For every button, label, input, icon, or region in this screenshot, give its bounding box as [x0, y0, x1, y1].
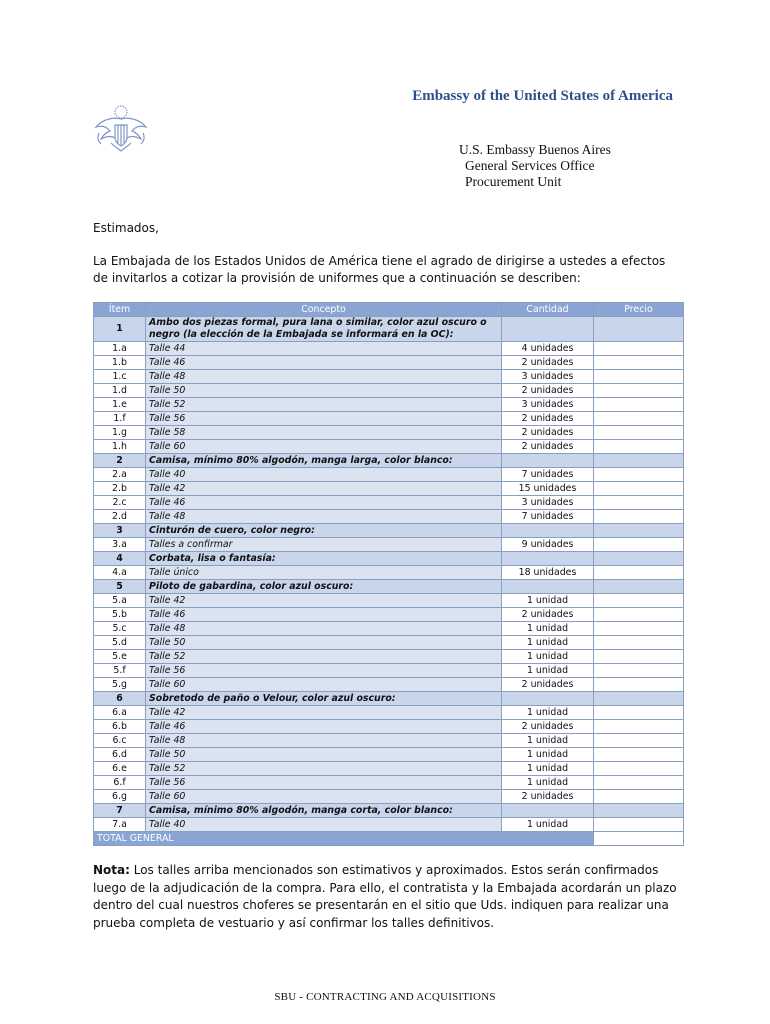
table-row — [94, 594, 684, 608]
quantity-cell: 1 unidad — [502, 748, 594, 762]
price-cell — [594, 678, 684, 692]
table-row — [94, 636, 684, 650]
quantity-cell — [502, 692, 594, 706]
concept-cell: Cinturón de cuero, color negro: — [146, 524, 502, 538]
table-total-row — [94, 832, 684, 846]
table-row — [94, 468, 684, 482]
uniforms-table — [93, 302, 684, 846]
concept-cell: Talle 44 — [146, 342, 502, 356]
price-cell — [594, 566, 684, 580]
item-cell: 6.f — [94, 776, 146, 790]
table-header-row — [94, 303, 684, 317]
table-row — [94, 482, 684, 496]
quantity-cell: 2 unidades — [502, 384, 594, 398]
quantity-cell: 1 unidad — [502, 636, 594, 650]
item-cell: 1.d — [94, 384, 146, 398]
quantity-cell: 2 unidades — [502, 440, 594, 454]
note-label: Nota: — [93, 863, 130, 877]
price-cell — [594, 692, 684, 706]
item-cell: 1.c — [94, 370, 146, 384]
concept-cell: Talles a confirmar — [146, 538, 502, 552]
quantity-cell: 1 unidad — [502, 622, 594, 636]
concept-cell: Talle 46 — [146, 356, 502, 370]
table-row — [94, 356, 684, 370]
quantity-cell: 2 unidades — [502, 426, 594, 440]
item-cell: 4 — [94, 552, 146, 566]
quantity-cell: 1 unidad — [502, 762, 594, 776]
item-cell: 5.f — [94, 664, 146, 678]
quantity-cell — [502, 317, 594, 342]
quantity-cell: 15 unidades — [502, 482, 594, 496]
table-row — [94, 426, 684, 440]
item-cell: 2.a — [94, 468, 146, 482]
concept-cell: Camisa, mínimo 80% algodón, manga larga, color blanco: — [146, 454, 502, 468]
header-quantity: Cantidad — [502, 303, 594, 317]
quantity-cell — [502, 804, 594, 818]
price-cell — [594, 384, 684, 398]
price-cell — [594, 412, 684, 426]
item-cell: 6.d — [94, 748, 146, 762]
table-row — [94, 664, 684, 678]
item-cell: 1.b — [94, 356, 146, 370]
quantity-cell: 3 unidades — [502, 398, 594, 412]
concept-cell: Ambo dos piezas formal, pura lana o similar, color azul oscuro o negro (la elección de la Embajada se informará en la OC): — [146, 317, 502, 342]
concept-cell: Talle 56 — [146, 776, 502, 790]
price-cell — [594, 580, 684, 594]
concept-cell: Sobretodo de paño o Velour, color azul oscuro: — [146, 692, 502, 706]
concept-cell: Talle 48 — [146, 370, 502, 384]
table-row — [94, 496, 684, 510]
table-row — [94, 748, 684, 762]
item-cell: 5 — [94, 580, 146, 594]
table-group-row — [94, 692, 684, 706]
table-row — [94, 384, 684, 398]
item-cell: 5.e — [94, 650, 146, 664]
note-paragraph — [93, 862, 683, 932]
table-body — [94, 317, 684, 846]
table-group-row — [94, 804, 684, 818]
concept-cell: Talle 42 — [146, 594, 502, 608]
price-cell — [594, 748, 684, 762]
table-row — [94, 776, 684, 790]
price-cell — [594, 636, 684, 650]
item-cell: 7 — [94, 804, 146, 818]
price-cell — [594, 454, 684, 468]
total-label: TOTAL GENERAL — [94, 832, 594, 846]
price-cell — [594, 398, 684, 412]
quantity-cell: 2 unidades — [502, 356, 594, 370]
table-row — [94, 706, 684, 720]
price-cell — [594, 594, 684, 608]
table-row — [94, 650, 684, 664]
concept-cell: Talle 50 — [146, 748, 502, 762]
price-cell — [594, 538, 684, 552]
quantity-cell: 3 unidades — [502, 496, 594, 510]
price-cell — [594, 524, 684, 538]
quantity-cell: 2 unidades — [502, 608, 594, 622]
price-cell — [594, 734, 684, 748]
quantity-cell: 1 unidad — [502, 776, 594, 790]
price-cell — [594, 510, 684, 524]
table-group-row — [94, 552, 684, 566]
item-cell: 6.b — [94, 720, 146, 734]
header-price: Precio — [594, 303, 684, 317]
concept-cell: Talle único — [146, 566, 502, 580]
price-cell — [594, 790, 684, 804]
item-cell: 6.e — [94, 762, 146, 776]
price-cell — [594, 804, 684, 818]
table-group-row — [94, 454, 684, 468]
table-row — [94, 622, 684, 636]
quantity-cell: 18 unidades — [502, 566, 594, 580]
header-item: Ítem — [94, 303, 146, 317]
table-row — [94, 790, 684, 804]
item-cell: 1.g — [94, 426, 146, 440]
address-block — [459, 142, 611, 190]
greeting: Estimados, — [93, 221, 159, 235]
table-row — [94, 678, 684, 692]
concept-cell: Talle 50 — [146, 384, 502, 398]
price-cell — [594, 342, 684, 356]
table-group-row — [94, 317, 684, 342]
concept-cell: Talle 60 — [146, 790, 502, 804]
item-cell: 3.a — [94, 538, 146, 552]
quantity-cell: 3 unidades — [502, 370, 594, 384]
price-cell — [594, 356, 684, 370]
table-row — [94, 818, 684, 832]
concept-cell: Talle 60 — [146, 440, 502, 454]
concept-cell: Talle 48 — [146, 510, 502, 524]
item-cell: 1.f — [94, 412, 146, 426]
item-cell: 3 — [94, 524, 146, 538]
quantity-cell: 1 unidad — [502, 650, 594, 664]
item-cell: 5.a — [94, 594, 146, 608]
concept-cell: Talle 42 — [146, 482, 502, 496]
item-cell: 5.d — [94, 636, 146, 650]
item-cell: 2 — [94, 454, 146, 468]
item-cell: 6.c — [94, 734, 146, 748]
table-row — [94, 370, 684, 384]
address-line: Procurement Unit — [465, 174, 562, 189]
price-cell — [594, 706, 684, 720]
item-cell: 6 — [94, 692, 146, 706]
concept-cell: Talle 40 — [146, 818, 502, 832]
header-concept: Concepto — [146, 303, 502, 317]
concept-cell: Talle 60 — [146, 678, 502, 692]
concept-cell: Talle 52 — [146, 398, 502, 412]
price-cell — [594, 468, 684, 482]
page-footer: SBU - CONTRACTING AND ACQUISITIONS — [274, 991, 496, 1003]
note-text: Los talles arriba mencionados son estimativos y aproximados. Estos serán confirmados luego de la adjudicación de la compra. Para ello, el contratista y la Embajada acordarán un plazo dentro del cual nuestros choferes se presentarán en el sitio que Uds. indiquen para realizar una prueba completa de vestuario y así confirmar los talles definitivos. — [93, 863, 677, 930]
item-cell: 1.e — [94, 398, 146, 412]
item-cell: 5.g — [94, 678, 146, 692]
concept-cell: Talle 48 — [146, 622, 502, 636]
price-cell — [594, 664, 684, 678]
concept-cell: Talle 48 — [146, 734, 502, 748]
item-cell: 5.c — [94, 622, 146, 636]
table-row — [94, 398, 684, 412]
price-cell — [594, 552, 684, 566]
price-cell — [594, 370, 684, 384]
table-row — [94, 342, 684, 356]
table-row — [94, 440, 684, 454]
price-cell — [594, 426, 684, 440]
table-row — [94, 566, 684, 580]
quantity-cell: 7 unidades — [502, 510, 594, 524]
concept-cell: Talle 52 — [146, 650, 502, 664]
price-cell — [594, 720, 684, 734]
quantity-cell: 1 unidad — [502, 818, 594, 832]
quantity-cell: 1 unidad — [502, 734, 594, 748]
quantity-cell: 1 unidad — [502, 594, 594, 608]
quantity-cell: 2 unidades — [502, 678, 594, 692]
item-cell: 6.g — [94, 790, 146, 804]
table-row — [94, 608, 684, 622]
table-group-row — [94, 524, 684, 538]
item-cell: 6.a — [94, 706, 146, 720]
table-row — [94, 762, 684, 776]
quantity-cell — [502, 552, 594, 566]
item-cell: 1.h — [94, 440, 146, 454]
concept-cell: Talle 56 — [146, 412, 502, 426]
price-cell — [594, 608, 684, 622]
table-group-row — [94, 580, 684, 594]
item-cell: 2.d — [94, 510, 146, 524]
concept-cell: Talle 46 — [146, 496, 502, 510]
item-cell: 2.b — [94, 482, 146, 496]
total-price-cell — [594, 832, 684, 846]
table-row — [94, 734, 684, 748]
concept-cell: Talle 46 — [146, 608, 502, 622]
concept-cell: Camisa, mínimo 80% algodón, manga corta, color blanco: — [146, 804, 502, 818]
quantity-cell: 7 unidades — [502, 468, 594, 482]
price-cell — [594, 650, 684, 664]
table-row — [94, 510, 684, 524]
quantity-cell: 2 unidades — [502, 412, 594, 426]
concept-cell: Piloto de gabardina, color azul oscuro: — [146, 580, 502, 594]
price-cell — [594, 776, 684, 790]
quantity-cell — [502, 454, 594, 468]
price-cell — [594, 818, 684, 832]
price-cell — [594, 317, 684, 342]
item-cell: 2.c — [94, 496, 146, 510]
item-cell: 4.a — [94, 566, 146, 580]
quantity-cell — [502, 580, 594, 594]
concept-cell: Talle 52 — [146, 762, 502, 776]
item-cell: 1 — [94, 317, 146, 342]
embassy-title: Embassy of the United States of America — [412, 88, 673, 104]
quantity-cell — [502, 524, 594, 538]
quantity-cell: 2 unidades — [502, 790, 594, 804]
price-cell — [594, 622, 684, 636]
address-line: U.S. Embassy Buenos Aires — [459, 142, 611, 157]
price-cell — [594, 482, 684, 496]
concept-cell: Corbata, lisa o fantasía: — [146, 552, 502, 566]
table-row — [94, 538, 684, 552]
quantity-cell: 4 unidades — [502, 342, 594, 356]
price-cell — [594, 440, 684, 454]
concept-cell: Talle 58 — [146, 426, 502, 440]
price-cell — [594, 762, 684, 776]
item-cell: 7.a — [94, 818, 146, 832]
quantity-cell: 1 unidad — [502, 706, 594, 720]
concept-cell: Talle 50 — [146, 636, 502, 650]
quantity-cell: 9 unidades — [502, 538, 594, 552]
great-seal-icon — [93, 103, 149, 153]
price-cell — [594, 496, 684, 510]
item-cell: 1.a — [94, 342, 146, 356]
table-row — [94, 412, 684, 426]
table-row — [94, 720, 684, 734]
address-line: General Services Office — [465, 158, 595, 173]
concept-cell: Talle 46 — [146, 720, 502, 734]
concept-cell: Talle 42 — [146, 706, 502, 720]
concept-cell: Talle 56 — [146, 664, 502, 678]
quantity-cell: 1 unidad — [502, 664, 594, 678]
concept-cell: Talle 40 — [146, 468, 502, 482]
item-cell: 5.b — [94, 608, 146, 622]
intro-paragraph: La Embajada de los Estados Unidos de América tiene el agrado de dirigirse a ustedes a efectos de invitarlos a cotizar la provisión de uniformes que a continuación se describen: — [93, 254, 666, 285]
quantity-cell: 2 unidades — [502, 720, 594, 734]
